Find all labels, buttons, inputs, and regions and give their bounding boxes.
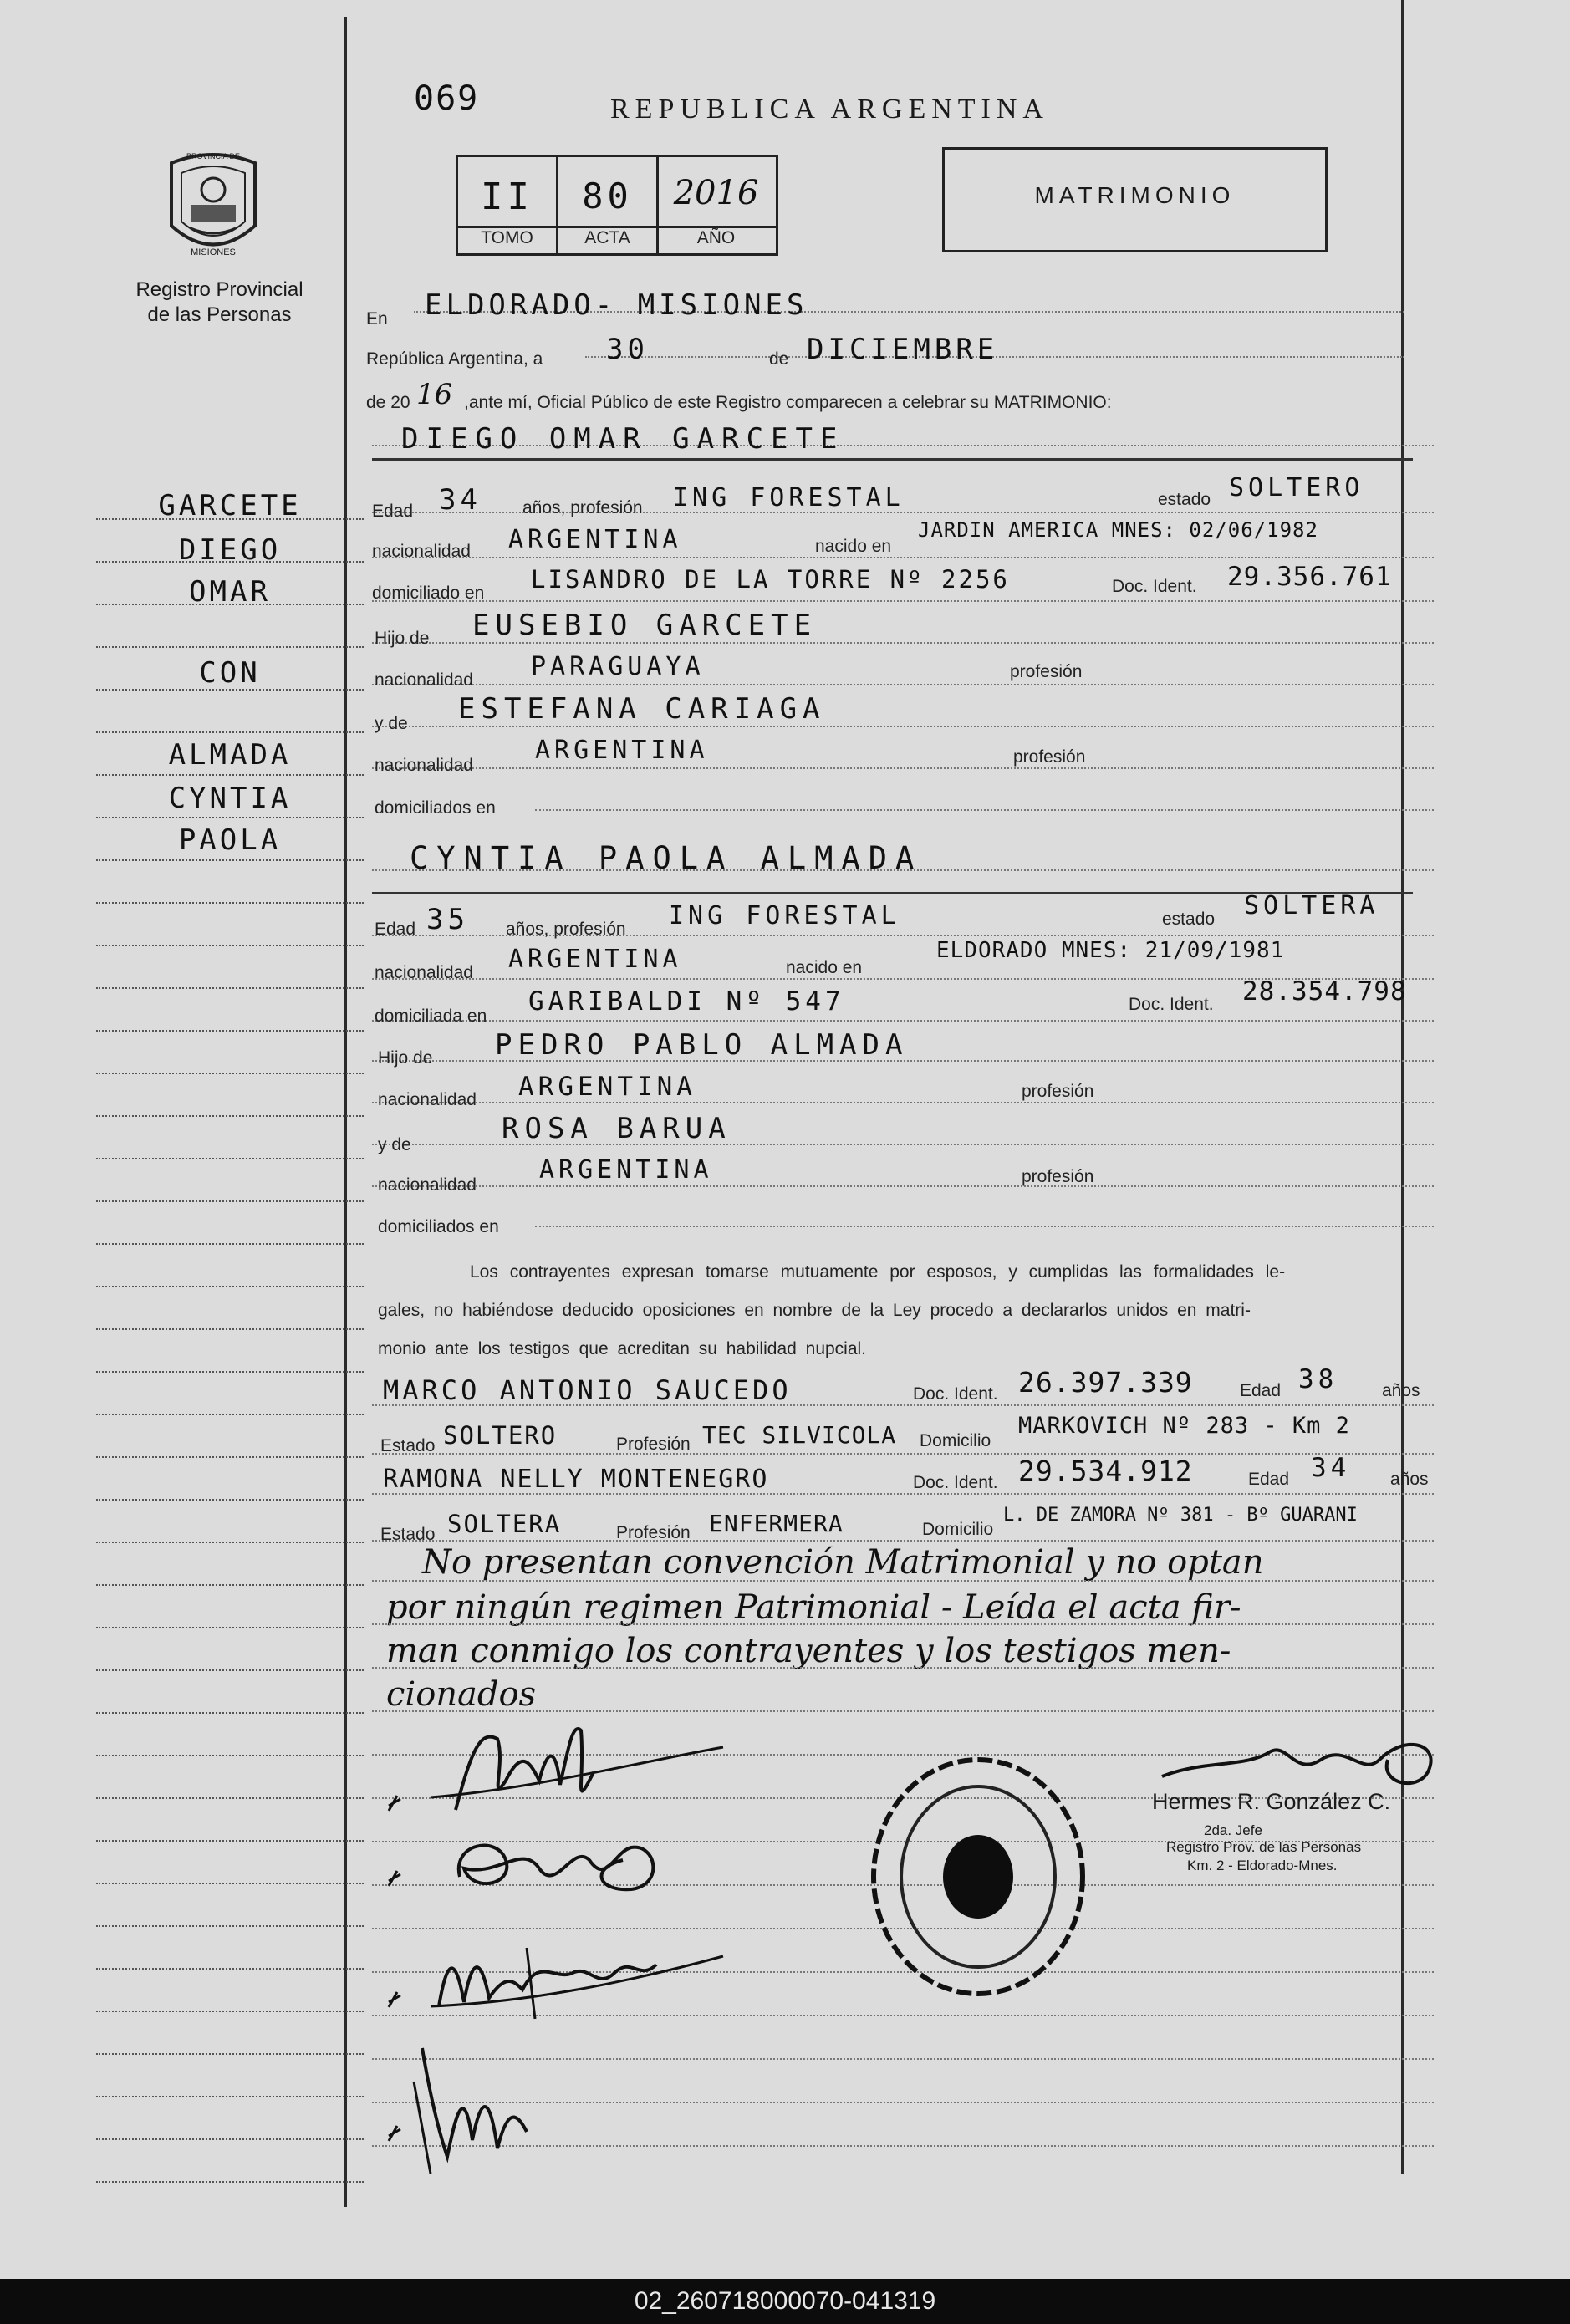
bride-status: SOLTERA bbox=[1244, 891, 1379, 920]
declaration-line1: Los contrayentes expresan tomarse mutuamente por esposos, y cumplidas las formalidades le- bbox=[470, 1262, 1286, 1282]
doc-label: Doc. Ident. bbox=[1129, 995, 1214, 1014]
margin-rule bbox=[96, 1371, 364, 1373]
margin-rule bbox=[96, 1542, 364, 1543]
groom-status: SOLTERO bbox=[1229, 473, 1364, 502]
domicilio-label: Domicilio bbox=[922, 1520, 994, 1539]
margin-rule bbox=[96, 1243, 364, 1245]
witness2-age: 34 bbox=[1311, 1453, 1351, 1483]
margin-rule bbox=[96, 1627, 364, 1628]
witness1-doc: 26.397.339 bbox=[1018, 1366, 1193, 1399]
signature-bride-icon bbox=[380, 1810, 715, 1919]
margin-rule bbox=[96, 1584, 364, 1586]
margin-rule bbox=[96, 1669, 364, 1671]
rule bbox=[372, 684, 1434, 685]
margin-rule bbox=[96, 1456, 364, 1458]
margin-rule bbox=[96, 2096, 364, 2097]
profesion-label: profesión bbox=[1013, 747, 1086, 767]
domiciliados-label: domiciliados en bbox=[375, 798, 496, 818]
act-type: MATRIMONIO bbox=[1034, 182, 1236, 208]
profesion-label: Profesión bbox=[616, 1523, 691, 1542]
bride-age: 35 bbox=[426, 903, 469, 936]
margin-name: PAOLA bbox=[178, 823, 282, 857]
margin-rule bbox=[96, 2011, 364, 2012]
month: DICIEMBRE bbox=[807, 333, 999, 366]
witness1-name: MARCO ANTONIO SAUCEDO bbox=[383, 1374, 792, 1406]
yde-label: y de bbox=[375, 714, 408, 733]
groom-father: EUSEBIO GARCETE bbox=[472, 609, 818, 642]
bride-father: PEDRO PABLO ALMADA bbox=[495, 1028, 909, 1062]
groom-nationality: ARGENTINA bbox=[508, 525, 682, 554]
rule bbox=[372, 1710, 1434, 1712]
rule bbox=[372, 767, 1434, 769]
margin-rule bbox=[96, 2138, 364, 2140]
nacionalidad-label: nacionalidad bbox=[375, 670, 473, 690]
groom-age: 34 bbox=[439, 483, 482, 517]
margin-rule bbox=[96, 859, 364, 861]
margin-rule bbox=[96, 1115, 364, 1117]
witness2-name: RAMONA NELLY MONTENEGRO bbox=[383, 1465, 769, 1494]
groom-address: LISANDRO DE LA TORRE Nº 2256 bbox=[531, 565, 1010, 594]
year-prefix: de 20 bbox=[366, 393, 410, 412]
rule bbox=[372, 1102, 1434, 1103]
nacionalidad-label: nacionalidad bbox=[372, 542, 471, 561]
seal-top-text: PROVINCIA DE bbox=[186, 152, 240, 161]
signature-witness2-icon bbox=[380, 2031, 564, 2182]
place: ELDORADO- MISIONES bbox=[425, 288, 808, 322]
groom-doc: 29.356.761 bbox=[1227, 562, 1392, 592]
margin-rule bbox=[96, 646, 364, 648]
rule bbox=[372, 1667, 1434, 1669]
margin-rule bbox=[96, 1328, 364, 1330]
note-line: No presentan convención Matrimonial y no optan bbox=[422, 1543, 1264, 1582]
rule bbox=[372, 557, 1434, 558]
note-line: man conmigo los contrayentes y los testigos men- bbox=[386, 1632, 1231, 1670]
rule bbox=[372, 1185, 1434, 1187]
margin-rule bbox=[96, 902, 364, 904]
margin-surname: GARCETE bbox=[158, 489, 302, 522]
rule bbox=[372, 726, 1434, 727]
anos-label: años, profesión bbox=[522, 498, 643, 517]
country-title: REPUBLICA ARGENTINA bbox=[610, 94, 1049, 125]
groom-birth: JARDIN AMERICA MNES: 02/06/1982 bbox=[918, 518, 1318, 542]
seal-bottom-text: MISIONES bbox=[191, 247, 236, 257]
note-line: por ningún regimen Patrimonial - Leída el acta fir- bbox=[386, 1588, 1241, 1627]
tomo-value: II bbox=[481, 176, 533, 218]
estado-label: estado bbox=[1162, 910, 1216, 929]
groom-profession: ING FORESTAL bbox=[673, 483, 905, 512]
edad-label: Edad bbox=[1240, 1381, 1282, 1400]
profesion-label: profesión bbox=[1022, 1167, 1094, 1186]
officer-name: Hermes R. González C. bbox=[1152, 1789, 1391, 1814]
left-margin-rule bbox=[344, 17, 347, 2207]
domiciliados-label: domiciliados en bbox=[378, 1217, 499, 1236]
section-divider bbox=[372, 458, 1413, 461]
bride-mother-nationality: ARGENTINA bbox=[539, 1155, 713, 1185]
nacido-label: nacido en bbox=[786, 958, 863, 977]
rule bbox=[372, 642, 1434, 644]
tomo-label: TOMO bbox=[481, 228, 533, 247]
margin-rule bbox=[96, 604, 364, 605]
nacionalidad-label: nacionalidad bbox=[378, 1090, 477, 1109]
margin-rule bbox=[96, 2181, 364, 2183]
witness2-address: L. DE ZAMORA Nº 381 - Bº GUARANI bbox=[1003, 1505, 1358, 1526]
margin-rule bbox=[96, 1925, 364, 1927]
margin-rule bbox=[96, 1883, 364, 1884]
bride-full-name: CYNTIA PAOLA ALMADA bbox=[410, 840, 923, 876]
day: 30 bbox=[606, 333, 649, 366]
edad-label: Edad bbox=[1248, 1470, 1290, 1489]
margin-name: CYNTIA bbox=[168, 782, 292, 815]
edad-label: Edad bbox=[372, 502, 414, 521]
witness2-doc: 29.534.912 bbox=[1018, 1455, 1193, 1487]
estado-label: Estado bbox=[380, 1525, 436, 1544]
margin-surname: ALMADA bbox=[168, 738, 292, 772]
witness1-address: MARKOVICH Nº 283 - Km 2 bbox=[1018, 1413, 1350, 1439]
rule bbox=[372, 1020, 1434, 1022]
domicilio-label: Domicilio bbox=[920, 1431, 991, 1450]
registry-name-line2: de las Personas bbox=[147, 303, 292, 326]
margin-rule bbox=[96, 1200, 364, 1202]
acta-value: 80 bbox=[582, 176, 633, 217]
rule bbox=[535, 1226, 1434, 1227]
registry-name-line1: Registro Provincial bbox=[135, 278, 303, 301]
groom-mother: ESTEFANA CARIAGA bbox=[458, 692, 826, 726]
declaration-line3: monio ante los testigos que acreditan su habilidad nupcial. bbox=[378, 1339, 867, 1358]
rule bbox=[372, 1540, 1434, 1542]
bride-birth: ELDORADO MNES: 21/09/1981 bbox=[936, 938, 1285, 963]
en-label: En bbox=[366, 309, 388, 329]
year-suffix: 16 bbox=[416, 378, 453, 411]
rule bbox=[372, 1453, 1434, 1455]
doc-label: Doc. Ident. bbox=[913, 1473, 998, 1492]
groom-full-name: DIEGO OMAR GARCETE bbox=[401, 422, 845, 456]
nacionalidad-label: nacionalidad bbox=[375, 963, 473, 982]
margin-rule bbox=[96, 1840, 364, 1842]
official-stamp-icon bbox=[861, 1751, 1095, 2002]
groom-mother-nationality: ARGENTINA bbox=[535, 736, 709, 765]
margin-rule bbox=[96, 518, 364, 520]
scan-footer-code: 02_260718000070-041319 bbox=[0, 2279, 1570, 2324]
margin-rule bbox=[96, 817, 364, 818]
margin-name: OMAR bbox=[189, 575, 271, 609]
domicilio-label: domiciliada en bbox=[375, 1007, 487, 1026]
hijo-label: Hijo de bbox=[378, 1048, 433, 1068]
ano-value: 2016 bbox=[673, 174, 759, 212]
margin-rule bbox=[96, 987, 364, 989]
note-line: cionados bbox=[386, 1675, 537, 1714]
intro-text: ,ante mí, Oficial Público de este Registro comparecen a celebrar su MATRIMONIO: bbox=[464, 393, 1112, 412]
margin-rule bbox=[96, 561, 364, 563]
de-label: de bbox=[769, 349, 789, 369]
margin-rule bbox=[96, 689, 364, 691]
ano-label: AÑO bbox=[696, 228, 736, 247]
officer-office: Registro Prov. de las Personas bbox=[1166, 1839, 1362, 1855]
margin-name: DIEGO bbox=[178, 533, 282, 567]
estado-label: estado bbox=[1158, 490, 1211, 509]
margin-connector: CON bbox=[199, 656, 261, 690]
bride-profession: ING FORESTAL bbox=[669, 901, 900, 930]
margin-rule bbox=[96, 1797, 364, 1799]
witness1-age: 38 bbox=[1298, 1364, 1338, 1394]
yde-label: y de bbox=[378, 1135, 411, 1154]
margin-rule bbox=[96, 774, 364, 776]
margin-rule bbox=[96, 731, 364, 733]
margin-rule bbox=[96, 1030, 364, 1032]
officer-title: 2da. Jefe bbox=[1204, 1822, 1262, 1838]
domicilio-label: domiciliado en bbox=[372, 584, 485, 603]
nacido-label: nacido en bbox=[815, 537, 892, 556]
folio-number: 069 bbox=[414, 79, 480, 118]
witness2-profession: ENFERMERA bbox=[709, 1510, 844, 1537]
doc-label: Doc. Ident. bbox=[913, 1384, 998, 1404]
margin-rule bbox=[96, 1712, 364, 1714]
hijo-label: Hijo de bbox=[375, 629, 430, 648]
witness1-profession: TEC SILVICOLA bbox=[702, 1421, 897, 1449]
margin-rule bbox=[96, 1158, 364, 1159]
bride-doc: 28.354.798 bbox=[1242, 976, 1407, 1007]
anos-label: años, profesión bbox=[506, 920, 626, 939]
groom-father-nationality: PARAGUAYA bbox=[531, 652, 705, 681]
margin-rule bbox=[96, 1499, 364, 1501]
signature-witness1-icon bbox=[380, 1923, 731, 2031]
profesion-label: profesión bbox=[1022, 1082, 1094, 1101]
profesion-label: profesión bbox=[1010, 662, 1083, 681]
margin-rule bbox=[96, 1755, 364, 1756]
doc-label: Doc. Ident. bbox=[1112, 577, 1197, 596]
rule bbox=[372, 600, 1434, 602]
estado-label: Estado bbox=[380, 1436, 436, 1455]
margin-rule bbox=[96, 1073, 364, 1074]
officer-location: Km. 2 - Eldorado-Mnes. bbox=[1187, 1858, 1338, 1873]
nacionalidad-label: nacionalidad bbox=[375, 756, 473, 775]
margin-rule bbox=[96, 1968, 364, 1970]
bride-nationality: ARGENTINA bbox=[508, 945, 682, 974]
rule bbox=[372, 1580, 1434, 1582]
profesion-label: Profesión bbox=[616, 1435, 691, 1454]
margin-rule bbox=[96, 1414, 364, 1415]
witness2-status: SOLTERA bbox=[447, 1510, 562, 1538]
margin-rule bbox=[96, 2053, 364, 2055]
margin-rule bbox=[96, 945, 364, 946]
margin-rule bbox=[96, 1286, 364, 1287]
republica-label: República Argentina, a bbox=[366, 349, 543, 369]
witness1-status: SOLTERO bbox=[443, 1421, 558, 1450]
rule bbox=[372, 1623, 1434, 1625]
bride-address: GARIBALDI Nº 547 bbox=[528, 986, 845, 1017]
anos-label: años bbox=[1390, 1470, 1429, 1489]
rule bbox=[535, 809, 1434, 811]
acta-label: ACTA bbox=[584, 228, 630, 247]
nacionalidad-label: nacionalidad bbox=[378, 1175, 477, 1195]
right-margin-rule bbox=[1401, 0, 1404, 2174]
edad-label: Edad bbox=[375, 920, 416, 939]
bride-father-nationality: ARGENTINA bbox=[518, 1072, 696, 1102]
bride-mother: ROSA BARUA bbox=[502, 1112, 731, 1145]
declaration-line2: gales, no habiéndose deducido oposiciones en nombre de la Ley procedo a declararlos unidos en matri- bbox=[378, 1301, 1251, 1320]
anos-label: años bbox=[1382, 1381, 1420, 1400]
